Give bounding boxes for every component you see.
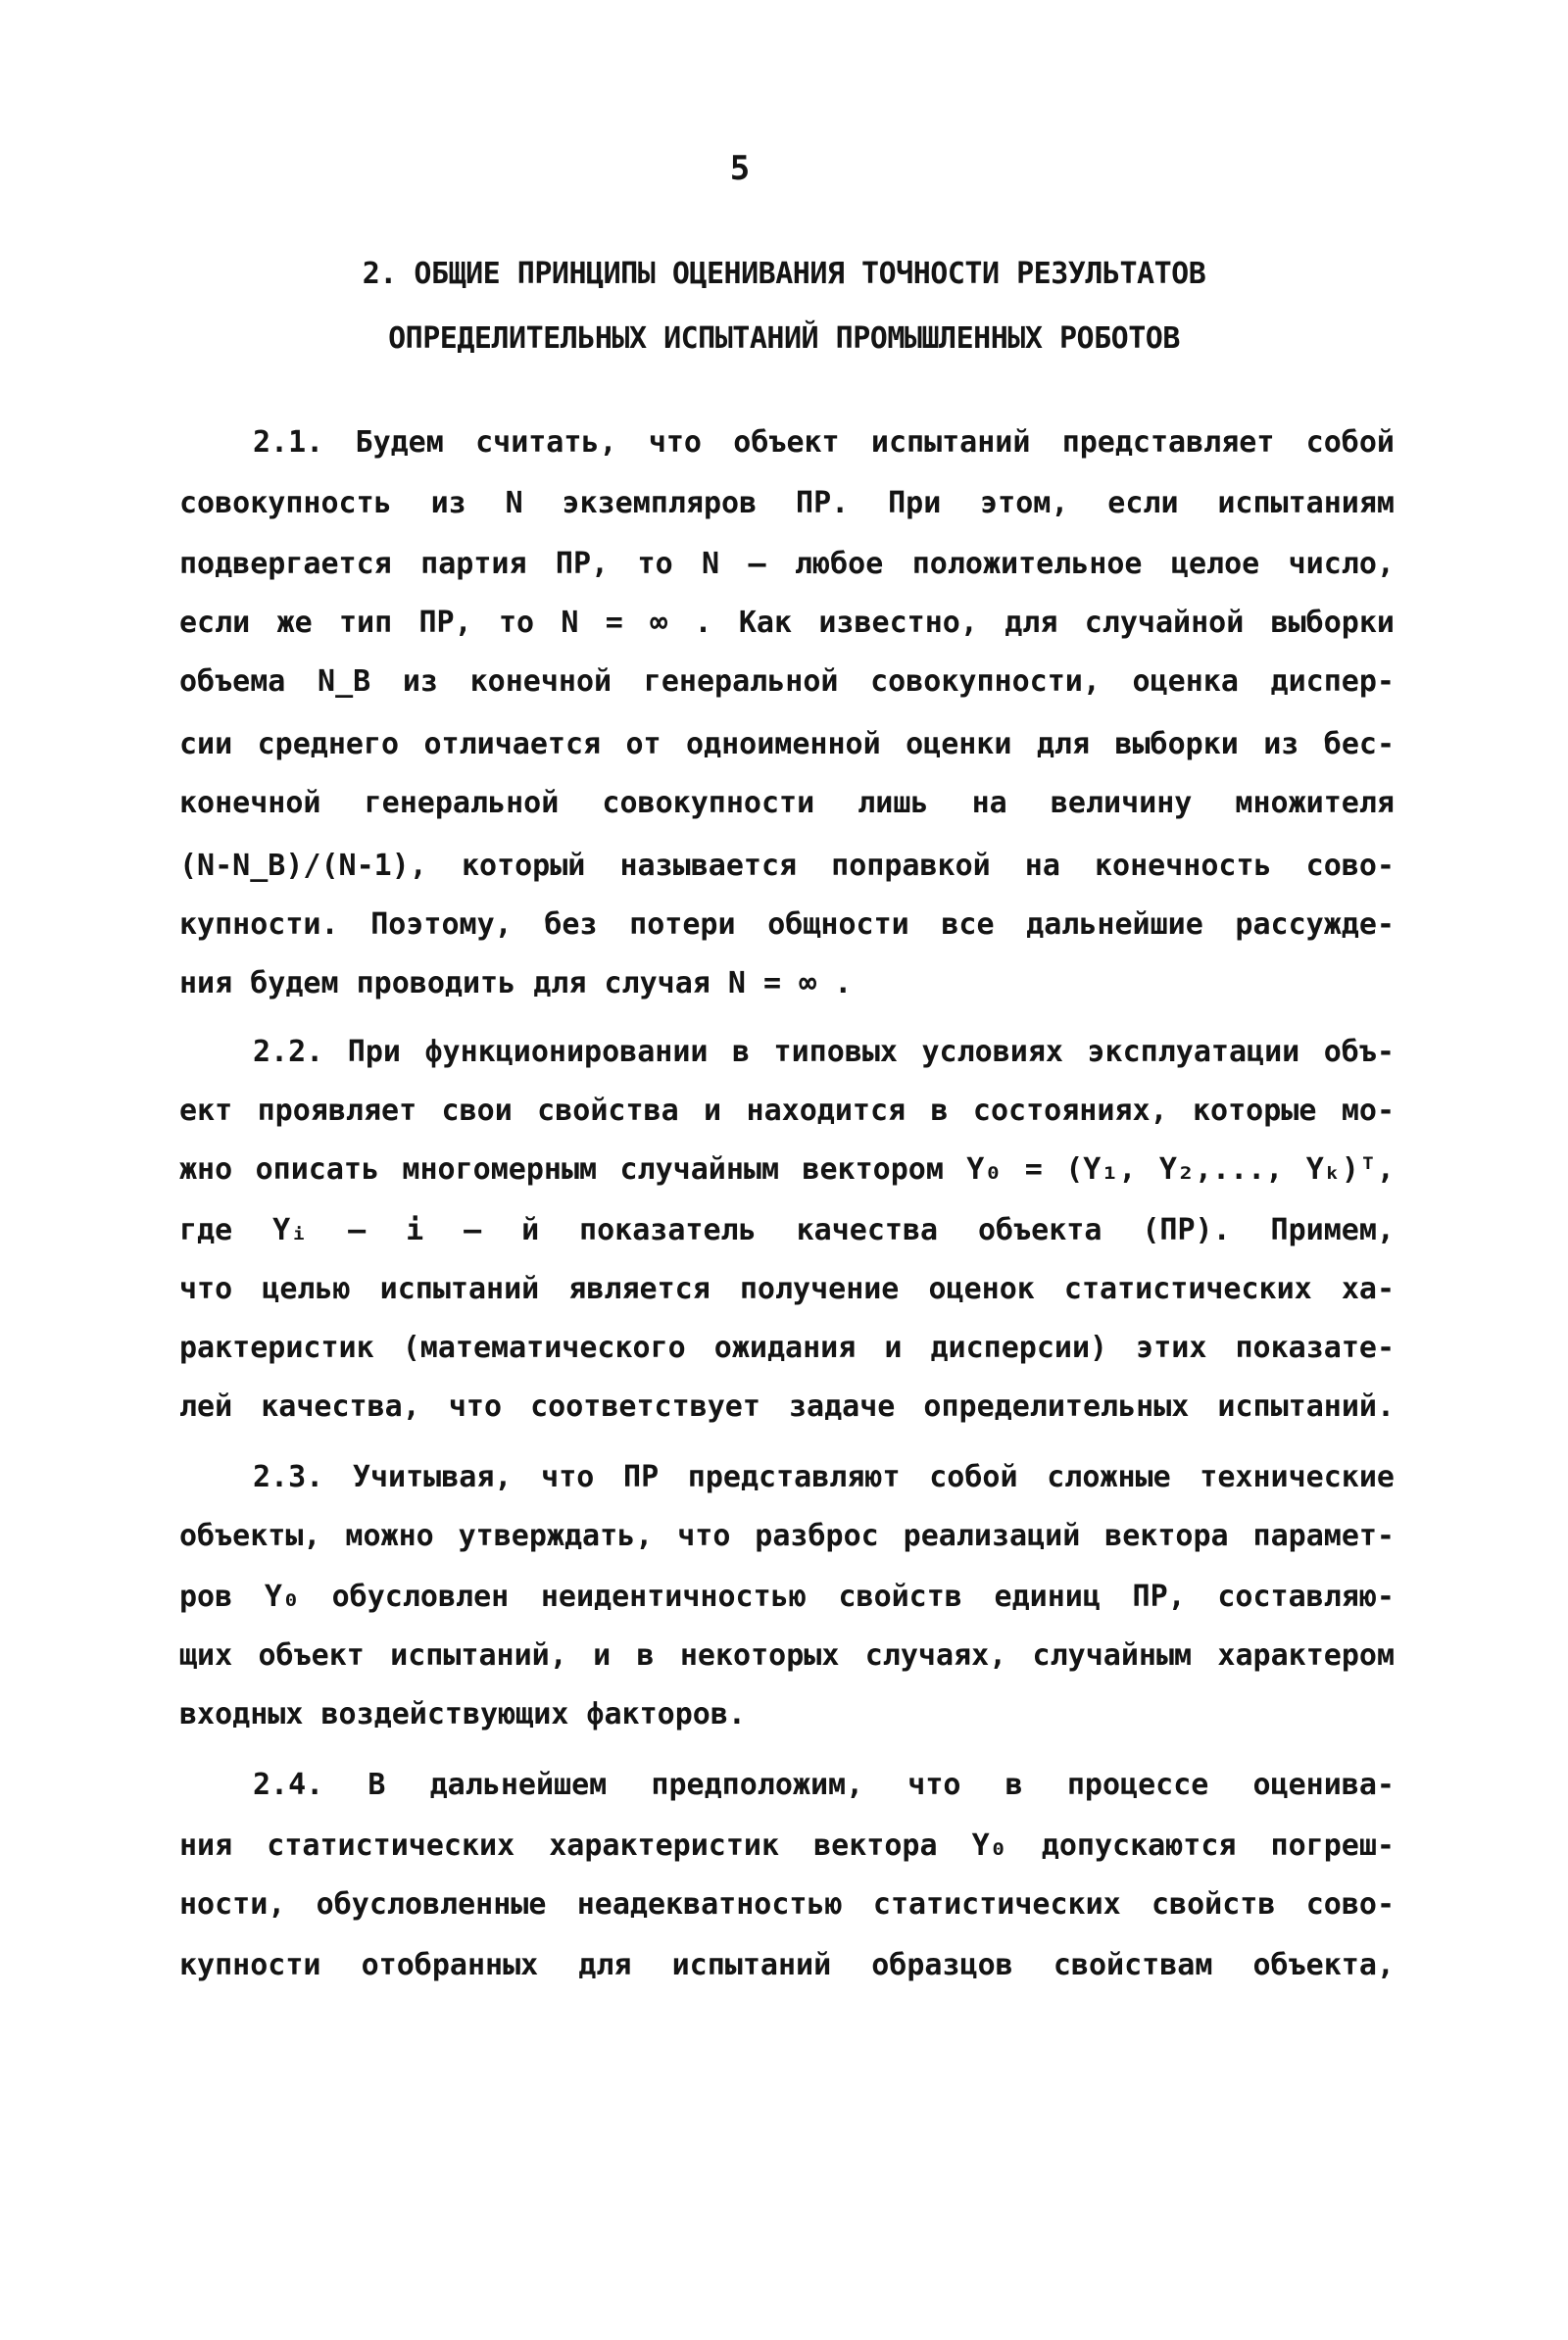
- page-number: 5: [729, 149, 751, 188]
- body-line: ров Y₀ обусловлен неидентичностью свойств единиц ПР, составляю-: [179, 1580, 1395, 1614]
- section-heading-line-2: ОПРЕДЕЛИТЕЛЬНЫХ ИСПЫТАНИЙ ПРОМЫШЛЕННЫХ РОБОТОВ: [388, 321, 1180, 356]
- body-line: ект проявляет свои свойства и находится в состояниях, которые мо-: [179, 1094, 1395, 1128]
- body-line: жно описать многомерным случайным вектором Y₀ = (Y₁, Y₂,..., Yₖ)ᵀ,: [179, 1152, 1395, 1187]
- body-line: рактеристик (математического ожидания и дисперсии) этих показате-: [179, 1331, 1395, 1365]
- body-line: ния статистических характеристик вектора Y₀ допускаются погреш-: [179, 1828, 1395, 1863]
- body-line: объема N_B из конечной генеральной совокупности, оценка диспер-: [179, 664, 1395, 699]
- body-line: 2.3. Учитывая, что ПР представляют собой сложные технические: [253, 1460, 1395, 1494]
- body-line: совокупность из N экземпляров ПР. При этом, если испытаниям: [179, 486, 1395, 520]
- body-line: подвергается партия ПР, то N – любое положительное целое число,: [179, 547, 1395, 581]
- body-line: 2.2. При функционировании в типовых условиях эксплуатации объ-: [253, 1035, 1395, 1069]
- body-line: где Yᵢ – i – й показатель качества объекта (ПР). Примем,: [179, 1213, 1395, 1247]
- body-line: входных воздействующих факторов.: [179, 1697, 746, 1731]
- body-line: лей качества, что соответствует задаче определительных испытаний.: [179, 1389, 1395, 1424]
- section-heading-line-1: 2. ОБЩИЕ ПРИНЦИПЫ ОЦЕНИВАНИЯ ТОЧНОСТИ РЕЗУЛЬТАТОВ: [362, 257, 1206, 291]
- body-line: если же тип ПР, то N = ∞ . Как известно, для случайной выборки: [179, 606, 1395, 640]
- body-line: 2.4. В дальнейшем предположим, что в процессе оценива-: [253, 1768, 1395, 1802]
- body-line: сии среднего отличается от одноименной оценки для выборки из бес-: [179, 727, 1395, 761]
- body-line: купности. Поэтому, без потери общности все дальнейшие рассужде-: [179, 907, 1395, 942]
- body-line: ности, обусловленные неадекватностью статистических свойств сово-: [179, 1887, 1395, 1922]
- body-line: конечной генеральной совокупности лишь на величину множителя: [179, 786, 1395, 820]
- body-line: ния будем проводить для случая N = ∞ .: [179, 966, 853, 1000]
- body-line: купности отобранных для испытаний образцов свойствам объекта,: [179, 1948, 1395, 1982]
- body-line: 2.1. Будем считать, что объект испытаний представляет собой: [253, 425, 1395, 460]
- body-line: что целью испытаний является получение оценок статистических ха-: [179, 1272, 1395, 1306]
- body-line: щих объект испытаний, и в некоторых случаях, случайным характером: [179, 1638, 1395, 1673]
- body-line: (N-N_B)/(N-1), который называется поправкой на конечность сово-: [179, 849, 1395, 883]
- body-line: объекты, можно утверждать, что разброс реализаций вектора парамет-: [179, 1519, 1395, 1553]
